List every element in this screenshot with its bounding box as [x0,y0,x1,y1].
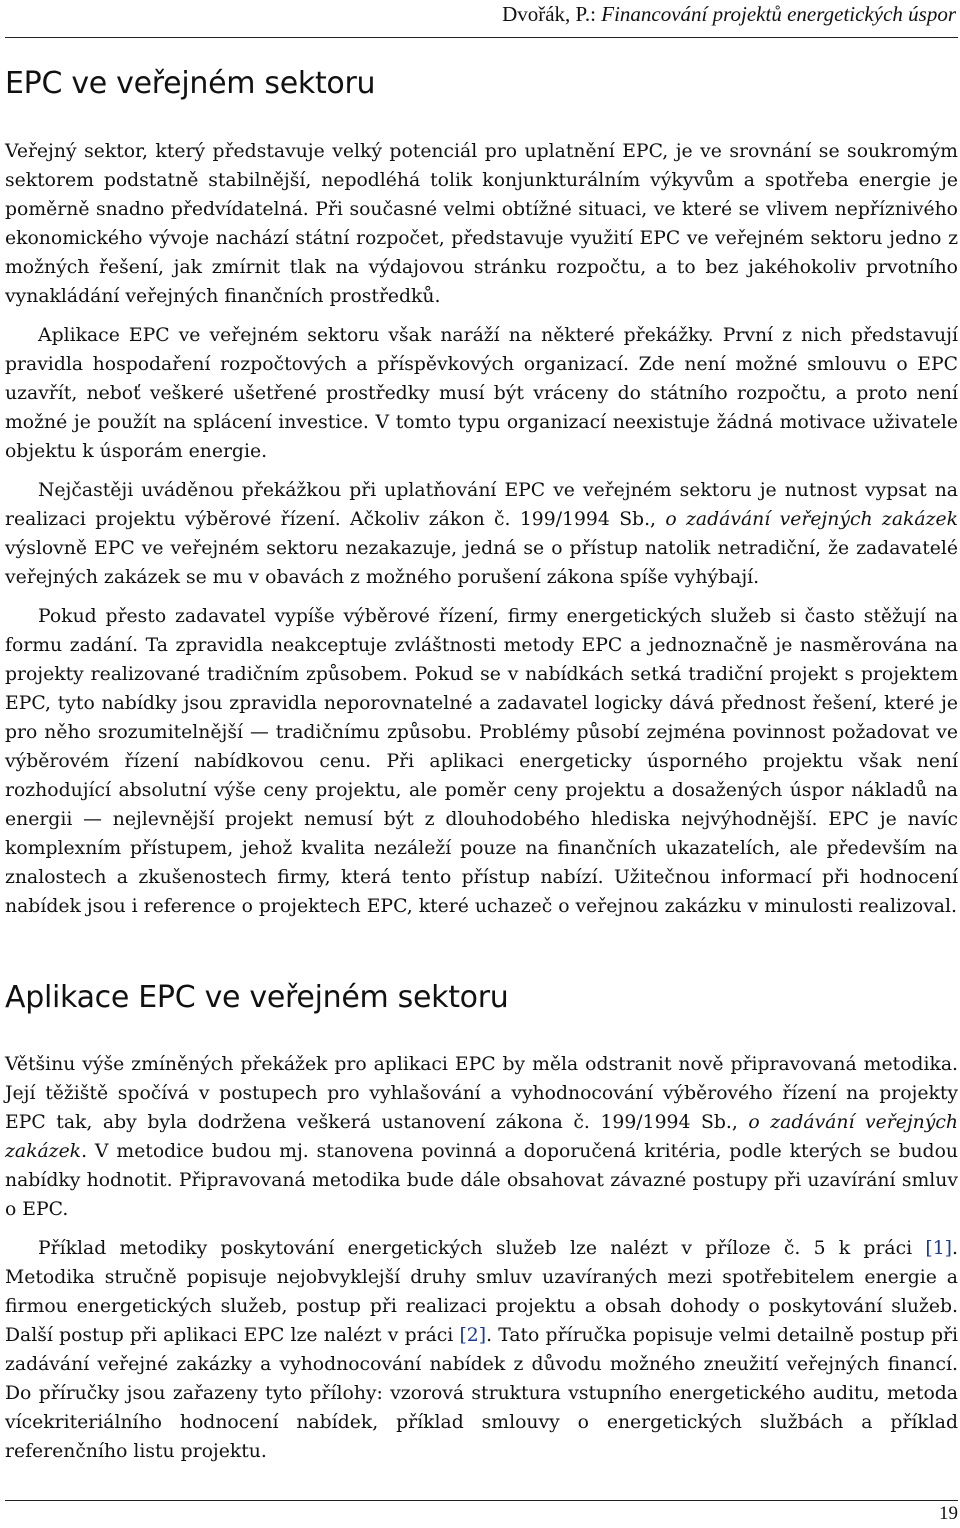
section-epc-public-sector [5,137,958,931]
running-header [502,2,956,27]
paragraph [5,1050,958,1224]
section-heading-epc-application: Aplikace EPC ve veřejném sektoru [5,980,509,1015]
header-author: Dvořák, P.: [502,2,602,26]
paragraph-text: Nejčastěji uváděnou překážkou při uplatňování EPC ve veřejném sektoru je nutnost vypsat na realizaci projektu výběrové řízení. Ačkoliv zákon č. 199/1994 Sb., [5,480,958,530]
section-epc-application [5,1050,958,1476]
paragraph-text: Většinu výše zmíněných překážek pro aplikaci EPC by měla odstranit nově připravovaná metodika. Její těžiště spočívá v postupech pro vyhlašování a vyhodnocování výběrového řízení na projekty EPC tak, aby byla dodržena veškerá ustanovení zákona č. 199/1994 Sb., [5,1054,958,1133]
paragraph-text: výslovně EPC ve veřejném sektoru nezakazuje, jedná se o přístup natolik netradiční, že zadavatelé veřejných zakázek se mu v obavách z možného porušení zákona spíše vyhýbají. [5,538,958,588]
header-rule [5,37,958,38]
paragraph: Veřejný sektor, který představuje velký potenciál pro uplatnění EPC, je ve srovnání se soukromým sektorem podstatně stabilnější, nepodléhá tolik konjunkturálním výkyvům a spotřeba energie je poměrně snadno předvídatelná. Při současné velmi obtížné situaci, ve které se vlivem nepříznivého ekonomického vývoje nachází státní rozpočet, představuje využití EPC ve veřejném sektoru jedno z možných řešení, jak zmírnit tlak na výdajovou stránku rozpočtu, a to bez jakéhokoliv prvotního vynakládání veřejných finančních prostředků. [5,141,958,307]
paragraph-text: . Metodika stručně popisuje nejobvyklejší druhy smluv uzavíraných mezi spotřebitelem energie a firmou energetických služeb, postup při realizaci projektu a obsah dohody o poskytování služeb. Další postup při aplikaci EPC lze nalézt v práci [5,1238,958,1346]
section-heading-epc-public-sector: EPC ve veřejném sektoru [5,66,376,101]
paragraph-text: Příklad metodiky poskytování energetických služeb lze nalézt v příloze č. 5 k práci [38,1238,926,1259]
paragraph: Aplikace EPC ve veřejném sektoru však naráží na některé překážky. První z nich představují pravidla hospodaření rozpočtových a příspěvkových organizací. Zde není možné smlouvu o EPC uzavřít, neboť veškeré ušetřené prostředky musí být vráceny do státního rozpočtu, a proto není možné je použít na splácení investice. V tomto typu organizací neexistuje žádná motivace uživatele objektu k úsporám energie. [5,325,958,462]
footer-rule [5,1500,958,1501]
citation-link[interactable]: [2] [459,1325,487,1346]
page-number: 19 [939,1503,958,1524]
paragraph: Pokud přesto zadavatel vypíše výběrové řízení, firmy energetických služeb si často stěžují na formu zadání. Ta zpravidla neakceptuje zvláštnosti metody EPC a jednoznačně je nasměrována na projekty realizované tradičním způsobem. Pokud se v nabídkách setká tradiční projekt s projektem EPC, tyto nabídky jsou zpravidla neporovnatelné a zadavatel logicky dává přednost řešení, které je pro něho srozumitelnější — tradičnímu způsobu. Problémy působí zejména povinnost požadovat ve výběrovém řízení nabídkovou cenu. Při aplikaci energeticky úsporného projektu však není rozhodující absolutní výše ceny projektu, ale poměr ceny projektu a dosažených úspor nákladů na energii — nejlevnější projekt nemusí být z dlouhodobého hlediska nejvýhodnější. EPC je navíc komplexním přístupem, jehož kvalita nezáleží pouze na finančních ukazatelích, ale především na znalostech a zkušenostech firmy, která tento přístup nabízí. Užitečnou informací při hodnocení nabídek jsou i reference o projektech EPC, které uchazeč o veřejnou zakázku v minulosti realizoval. [5,606,958,917]
citation-link[interactable]: [1] [925,1238,953,1259]
paragraph [5,1234,958,1466]
paragraph-text: . V metodice budou mj. stanovena povinná a doporučená kritéria, podle kterých se budou nabídky hodnotit. Připravovaná metodika bude dále obsahovat závazné postupy při uzavírání smluv o EPC. [5,1141,958,1220]
paragraph-text: . Tato příručka popisuje velmi detailně postup při zadávání veřejné zakázky a vyhodnocování nabídek z důvodu možného zneužití veřejných financí. Do příručky jsou zařazeny tyto přílohy: vzorová struktura vstupního energetického auditu, metoda vícekriteriálního hodnocení nabídek, příklad smlouvy o energetických službách a příklad referenčního listu projektu. [5,1325,958,1462]
header-title: Financování projektů energetických úspor [601,2,956,26]
paragraph [5,476,958,592]
law-title: o zadávání veřejných zakázek [5,1112,959,1162]
law-title: o zadávání veřejných zakázek [665,509,958,530]
